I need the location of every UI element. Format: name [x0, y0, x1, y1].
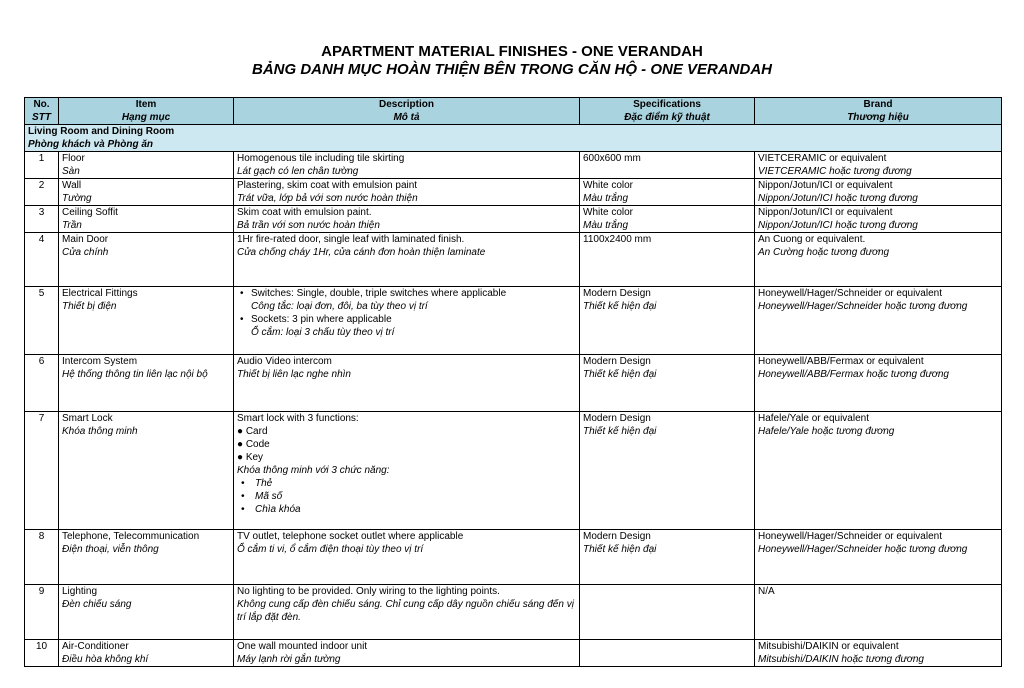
brand-cell: Honeywell/ABB/Fermax or equivalent Honeywell/ABB/Fermax hoặc tương đương: [755, 355, 1002, 412]
item-cell: Smart Lock Khóa thông minh: [59, 412, 234, 530]
list-item: • Sockets: 3 pin where applicable Ổ cắm: loại 3 chấu tùy theo vị trí: [237, 313, 576, 339]
document-title: APARTMENT MATERIAL FINISHES - ONE VERANDAH: [321, 43, 703, 60]
description-cell: Audio Video intercom Thiết bị liên lạc nghe nhìn: [234, 355, 580, 412]
finishes-table: [24, 97, 1002, 667]
row-number: 7: [25, 412, 59, 530]
description-cell: Homogenous tile including tile skirting Lát gạch có len chân tường: [234, 152, 580, 179]
col-header-description: Description Mô tả: [234, 98, 580, 125]
specifications-cell: Modern Design Thiết kế hiện đại: [580, 287, 755, 355]
table-row: [25, 412, 1002, 530]
item-cell: Electrical Fittings Thiết bị điện: [59, 287, 234, 355]
table-row: [25, 233, 1002, 287]
table-header-row: [25, 98, 1002, 125]
item-cell: Intercom System Hệ thống thông tin liên lạc nội bộ: [59, 355, 234, 412]
specifications-cell: Modern Design Thiết kế hiện đại: [580, 412, 755, 530]
list-item: ● Code: [237, 439, 270, 450]
row-number: 6: [25, 355, 59, 412]
row-number: 9: [25, 585, 59, 640]
description-cell: 1Hr fire-rated door, single leaf with laminated finish. Cửa chống cháy 1Hr, cửa cánh đơn hoàn thiện laminate: [234, 233, 580, 287]
specifications-cell: [580, 640, 755, 667]
table-row: [25, 179, 1002, 206]
specifications-cell: White color Màu trắng: [580, 179, 755, 206]
row-number: 1: [25, 152, 59, 179]
section-row: [25, 125, 1002, 152]
table-row: [25, 640, 1002, 667]
brand-cell: Nippon/Jotun/ICI or equivalent Nippon/Jotun/ICI hoặc tương đương: [755, 179, 1002, 206]
specifications-cell: 600x600 mm: [580, 152, 755, 179]
brand-cell: VIETCERAMIC or equivalent VIETCERAMIC hoặc tương đương: [755, 152, 1002, 179]
col-header-specifications: Specifications Đặc điểm kỹ thuật: [580, 98, 755, 125]
brand-cell: Honeywell/Hager/Schneider or equivalent Honeywell/Hager/Schneider hoặc tương đương: [755, 287, 1002, 355]
specifications-cell: Modern Design Thiết kế hiện đại: [580, 355, 755, 412]
table-row: [25, 206, 1002, 233]
brand-cell: Honeywell/Hager/Schneider or equivalent Honeywell/Hager/Schneider hoặc tương đương: [755, 530, 1002, 585]
col-header-no: No. STT: [25, 98, 59, 125]
item-cell: Wall Tường: [59, 179, 234, 206]
description-cell: TV outlet, telephone socket outlet where applicable Ổ cắm ti vi, ổ cắm điện thoại tùy theo vị trí: [234, 530, 580, 585]
col-header-item: Item Hạng mục: [59, 98, 234, 125]
col-header-brand: Brand Thương hiệu: [755, 98, 1002, 125]
table-row: [25, 287, 1002, 355]
description-cell: Smart lock with 3 functions: ● Card ● Code ● Key Khóa thông minh với 3 chức năng: • Thẻ • Mã số • Chìa khóa: [234, 412, 580, 530]
brand-cell: Mitsubishi/DAIKIN or equivalent Mitsubishi/DAIKIN hoặc tương đương: [755, 640, 1002, 667]
section-title: Living Room and Dining Room Phòng khách và Phòng ăn: [25, 125, 1002, 152]
brand-cell: Nippon/Jotun/ICI or equivalent Nippon/Jotun/ICI hoặc tương đương: [755, 206, 1002, 233]
description-cell: [234, 287, 580, 355]
item-cell: Telephone, Telecommunication Điện thoại, viễn thông: [59, 530, 234, 585]
row-number: 2: [25, 179, 59, 206]
table-row: [25, 152, 1002, 179]
description-cell: No lighting to be provided. Only wiring to the lighting points. Không cung cấp đèn chiếu sáng. Chỉ cung cấp dây nguồn chiếu sáng đến vị trí lắp đặt đèn.: [234, 585, 580, 640]
specifications-cell: 1100x2400 mm: [580, 233, 755, 287]
row-number: 10: [25, 640, 59, 667]
item-cell: Main Door Cửa chính: [59, 233, 234, 287]
specifications-cell: [580, 585, 755, 640]
list-item: • Chìa khóa: [237, 503, 576, 516]
list-item: ● Card: [237, 426, 268, 437]
row-number: 3: [25, 206, 59, 233]
table-row: [25, 585, 1002, 640]
description-cell: Plastering, skim coat with emulsion paint Trát vữa, lớp bả với sơn nước hoàn thiện: [234, 179, 580, 206]
row-number: 5: [25, 287, 59, 355]
row-number: 8: [25, 530, 59, 585]
item-cell: Floor Sàn: [59, 152, 234, 179]
specifications-cell: White color Màu trắng: [580, 206, 755, 233]
document-subtitle: BẢNG DANH MỤC HOÀN THIỆN BÊN TRONG CĂN HỘ - ONE VERANDAH: [252, 61, 772, 78]
table-row: [25, 355, 1002, 412]
list-item: • Mã số: [237, 490, 576, 503]
table-row: [25, 530, 1002, 585]
item-cell: Air-Conditioner Điều hòa không khí: [59, 640, 234, 667]
row-number: 4: [25, 233, 59, 287]
description-cell: Skim coat with emulsion paint. Bả trần với sơn nước hoàn thiện: [234, 206, 580, 233]
brand-cell: An Cuong or equivalent. An Cường hoặc tương đương: [755, 233, 1002, 287]
list-item: • Thẻ: [237, 477, 576, 490]
list-item: ● Key: [237, 452, 264, 463]
brand-cell: N/A: [755, 585, 1002, 640]
list-item: • Switches: Single, double, triple switches where applicable Công tắc: loại đơn, đôi, ba tùy theo vị trí: [237, 287, 576, 313]
item-cell: Ceiling Soffit Trần: [59, 206, 234, 233]
document-header: [0, 43, 1024, 79]
description-cell: One wall mounted indoor unit Máy lạnh rời gắn tường: [234, 640, 580, 667]
item-cell: Lighting Đèn chiếu sáng: [59, 585, 234, 640]
specifications-cell: Modern Design Thiết kế hiện đại: [580, 530, 755, 585]
brand-cell: Hafele/Yale or equivalent Hafele/Yale hoặc tương đương: [755, 412, 1002, 530]
